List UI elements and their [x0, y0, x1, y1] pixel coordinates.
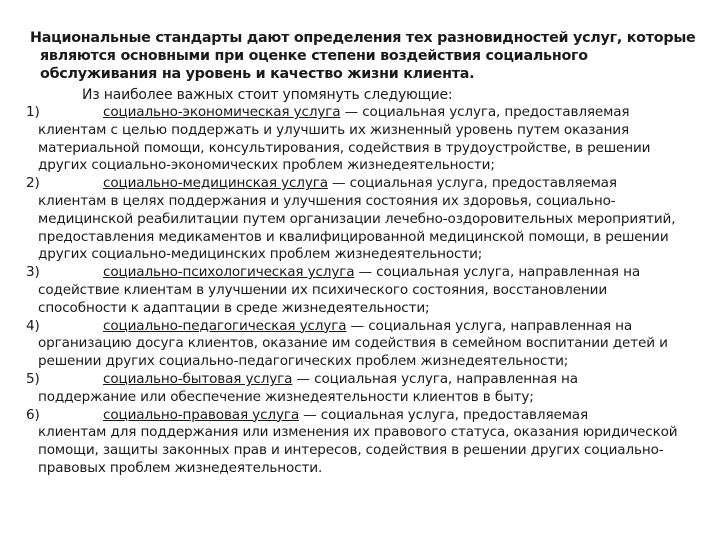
item-definition-start: — социальная услуга, предоставляемая [340, 104, 630, 120]
item-definition-start: — социальная услуга, предоставляемая [327, 175, 617, 192]
service-list [26, 104, 696, 478]
item-first-line [26, 175, 696, 193]
item-definition: клиентам с целью поддержать и улучшить их жизненный уровень путем оказания материальной помощи, консультирования, содействия в трудоустройстве, в решении других социально-экономических проблем жизнедеятельности; [38, 121, 651, 174]
item-definition: содействие клиентам в улучшении их психического состояния, восстановлении способности к адаптации в среде жизнедеятельности; [38, 281, 608, 316]
item-number: 6) [26, 406, 40, 423]
item-definition: клиентам для поддержания или изменения их правового статуса, оказания юридической помощи, защиты законных прав и интересов, содействия в решении других социально- правовых проблем жизнедеятельности. [38, 424, 678, 476]
item-number: 4) [26, 317, 40, 334]
item-term: социально-педагогическая услуга [103, 317, 347, 334]
item-definition-start: — социальная услуга, направленная на [346, 317, 633, 334]
list-item-4 [26, 318, 696, 371]
item-number: 3) [26, 264, 40, 281]
item-definition: клиентам в целях поддержания и улучшения состояния их здоровья, социально-медицинской реабилитации путем организации лечебно-оздоровительных мероприятий, предоставления медикаментов и квалифицированной медицинской помощи, в решении других социально-медицинских проблем жизнедеятельности; [38, 192, 676, 263]
item-number: 5) [26, 370, 40, 387]
list-item-1 [26, 104, 696, 175]
item-first-line [26, 264, 696, 282]
item-first-line [26, 371, 696, 389]
intro-text: Из наиболее важных стоит упомянуть следующие: [82, 87, 453, 103]
heading-continuation: являются основными при оценке степени воздействия социального обслуживания на уровень и качество жизни клиента. [40, 48, 588, 82]
item-term: социально-психологическая услуга [103, 264, 355, 281]
item-first-line [26, 407, 696, 425]
list-item-6 [26, 407, 696, 478]
item-definition: организацию досуга клиентов, оказание им содействия в семейном воспитании детей и решении других социально-педагогических проблем жизнедеятельности; [38, 335, 668, 370]
heading-line-1: Национальные стандарты дают определения тех разновидностей услуг, которые [30, 30, 696, 46]
item-definition: поддержание или обеспечение жизнедеятельности клиентов в быту; [38, 388, 534, 405]
list-item-2 [26, 175, 696, 264]
item-first-line [26, 104, 696, 122]
page-heading [30, 29, 700, 83]
item-definition-start: — социальная услуга, предоставляемая [299, 406, 589, 423]
list-item-3 [26, 264, 696, 317]
item-first-line [26, 318, 696, 336]
item-number: 1) [26, 104, 40, 120]
item-term: социально-экономическая услуга [103, 104, 341, 120]
item-term: социально-правовая услуга [103, 406, 300, 423]
list-item-5 [26, 371, 696, 407]
item-definition-start: — социальная услуга, направленная на [292, 370, 578, 387]
item-term: социально-бытовая услуга [103, 370, 293, 387]
item-definition-start: — социальная услуга, направленная на [354, 264, 641, 281]
item-term: социально-медицинская услуга [103, 175, 328, 192]
item-number: 2) [26, 175, 40, 192]
